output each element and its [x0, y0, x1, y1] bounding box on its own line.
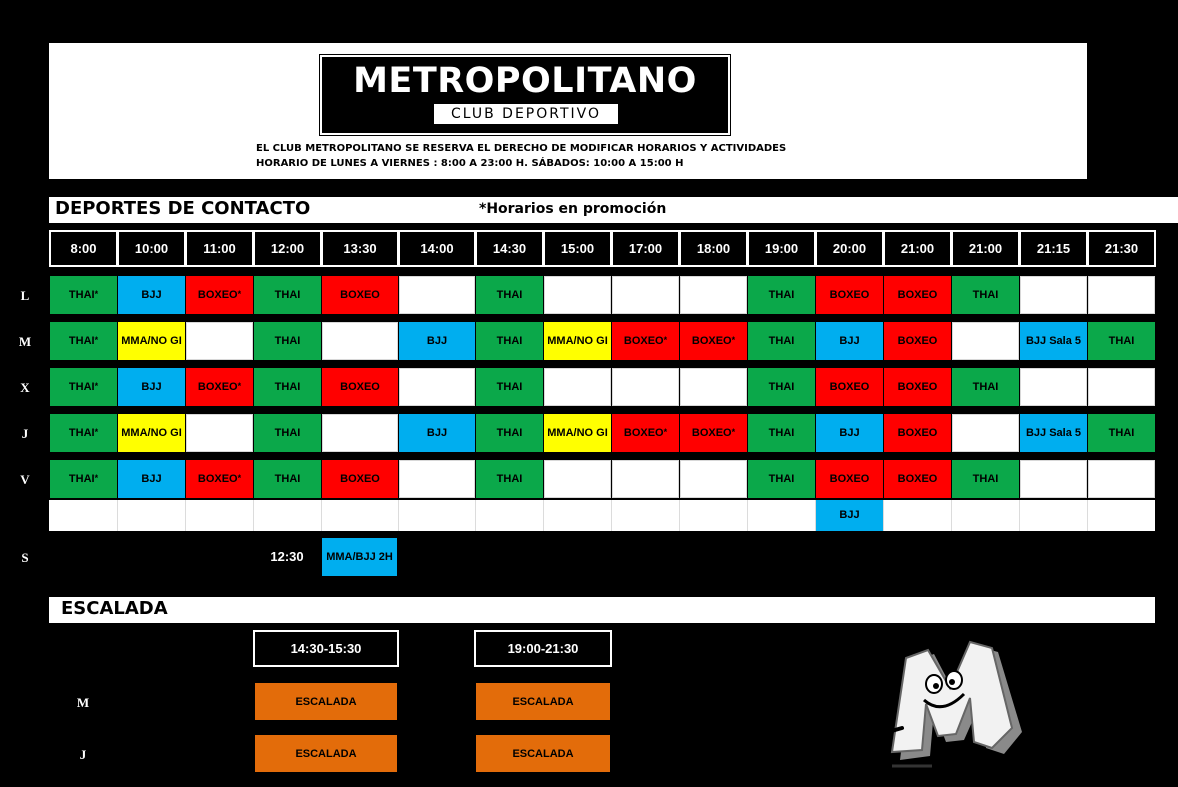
time-header: 14:30 — [475, 230, 544, 267]
schedule-cell-thai — [748, 414, 815, 452]
class-label: BJJ — [426, 334, 448, 347]
time-header: 17:00 — [611, 230, 680, 267]
saturday-time: 12:30 — [270, 549, 304, 564]
band-divider — [475, 500, 476, 531]
schedule-cell-thai — [254, 322, 321, 360]
schedule-cell-boxeo — [884, 322, 951, 360]
logo-subtitle: CLUB DEPORTIVO — [434, 104, 618, 124]
band-divider — [1087, 500, 1088, 531]
class-label: THAI — [496, 472, 523, 485]
schedule-cell-thai: THAI * — [50, 322, 117, 360]
escalada-time-1: 14:30-15:30 — [253, 630, 399, 667]
class-label: BJJ — [141, 472, 162, 485]
class-label: BOXEO — [340, 380, 380, 393]
class-label: BOXEO — [829, 288, 870, 301]
escalada-section-bar — [49, 597, 1155, 623]
class-label: BJJ — [426, 426, 448, 439]
schedule-cell-thai — [1088, 414, 1155, 452]
class-label: THAI — [274, 288, 301, 301]
saturday-class: MMA/BJJ 2H — [322, 538, 397, 576]
time-header: 14:00 — [398, 230, 476, 267]
class-label: THAI — [1108, 334, 1135, 347]
promo-note: *Horarios en promoción — [479, 201, 667, 217]
band-divider — [185, 500, 186, 531]
time-header: 15:00 — [543, 230, 612, 267]
schedule-cell-thai — [254, 276, 321, 314]
band-divider — [679, 500, 680, 531]
schedule-cell-empty — [612, 276, 679, 314]
schedule-cell-mma — [118, 322, 185, 360]
band-divider — [253, 500, 254, 531]
saturday-band — [49, 500, 1155, 531]
time-header: 21:00 — [951, 230, 1020, 267]
schedule-cell-thai — [952, 368, 1019, 406]
schedule-cell-thai — [748, 322, 815, 360]
schedule-cell-empty — [399, 276, 475, 314]
schedule-cell-boxeo — [322, 460, 398, 498]
class-label: THAI — [496, 288, 523, 301]
schedule-cell-boxeo — [322, 368, 398, 406]
schedule-cell-bjj — [399, 322, 475, 360]
class-label: THAI — [274, 380, 301, 393]
escalada-class: ESCALADA — [255, 735, 397, 772]
logo-title: METROPOLITANO — [353, 61, 697, 101]
day-label: L — [20, 288, 30, 303]
schedule-cell-empty — [1020, 276, 1087, 314]
class-label: BOXEO — [340, 472, 380, 485]
class-label: BOXEO — [197, 380, 238, 393]
schedule-cell-bjj — [816, 414, 883, 452]
class-label: THAI — [274, 334, 301, 347]
schedule-cell-empty — [952, 322, 1019, 360]
class-label: THAI — [768, 334, 795, 347]
schedule-cell-empty — [680, 460, 747, 498]
schedule-cell-thai — [254, 414, 321, 452]
schedule-cell-boxeo — [816, 460, 883, 498]
schedule-cell-mma — [544, 322, 611, 360]
schedule-cell-boxeo: BOXEO * — [186, 460, 253, 498]
class-label: THAI — [496, 380, 523, 393]
class-label: THAI — [68, 426, 95, 439]
class-label: THAI — [496, 426, 523, 439]
schedule-cell-mma — [118, 414, 185, 452]
class-label: THAI — [768, 426, 795, 439]
class-label: MMA/NO GI — [121, 334, 182, 347]
notice-line-1: EL CLUB METROPOLITANO SE RESERVA EL DERECHO DE MODIFICAR HORARIOS Y ACTIVIDADES — [256, 143, 787, 154]
schedule-cell-empty — [322, 322, 398, 360]
schedule-cell-bjj — [1020, 414, 1087, 452]
schedule-cell-boxeo: BOXEO * — [612, 322, 679, 360]
time-header: 8:00 — [49, 230, 118, 267]
class-label: THAI — [274, 426, 301, 439]
schedule-cell-boxeo: BOXEO * — [612, 414, 679, 452]
metropolitano-m-mascot-icon — [872, 632, 1032, 772]
schedule-cell-empty — [1088, 368, 1155, 406]
schedule-cell-bjj — [399, 414, 475, 452]
time-header: 11:00 — [185, 230, 254, 267]
class-label: THAI — [496, 334, 523, 347]
schedule-cell-empty — [1020, 460, 1087, 498]
time-header: 19:00 — [747, 230, 816, 267]
class-label: BOXEO — [197, 288, 238, 301]
escalada-section-title: ESCALADA — [61, 598, 168, 619]
class-label: THAI — [972, 472, 999, 485]
class-label: BOXEO — [897, 426, 938, 439]
escalada-class: ESCALADA — [476, 683, 610, 720]
class-label: BJJ — [839, 334, 860, 347]
schedule-cell-thai: THAI * — [50, 368, 117, 406]
escalada-time-2: 19:00-21:30 — [474, 630, 612, 667]
class-label: MMA/NO GI — [121, 426, 182, 439]
class-label: BOXEO — [829, 472, 870, 485]
schedule-cell-thai — [476, 322, 543, 360]
class-label: BOXEO — [897, 288, 938, 301]
band-divider — [398, 500, 399, 531]
schedule-cell-boxeo — [816, 276, 883, 314]
schedule-cell-empty — [680, 368, 747, 406]
schedule-cell-bjj — [118, 276, 185, 314]
class-label: THAI — [972, 288, 999, 301]
class-label: THAI — [274, 472, 301, 485]
schedule-cell-boxeo: BOXEO * — [680, 414, 747, 452]
class-label: BOXEO — [197, 472, 238, 485]
schedule-cell-thai — [476, 414, 543, 452]
band-divider — [611, 500, 612, 531]
schedule-cell-bjj — [118, 368, 185, 406]
schedule-cell-thai — [748, 460, 815, 498]
class-label: MMA/NO GI — [547, 426, 608, 439]
contact-section-title: DEPORTES DE CONTACTO — [55, 198, 311, 219]
class-label: BOXEO — [897, 472, 938, 485]
schedule-cell-empty — [544, 460, 611, 498]
schedule-cell-empty — [186, 322, 253, 360]
schedule-cell-empty — [612, 368, 679, 406]
schedule-cell-thai — [254, 460, 321, 498]
class-label: THAI — [768, 472, 795, 485]
schedule-cell-empty — [1088, 460, 1155, 498]
time-header: 20:00 — [815, 230, 884, 267]
class-label: BOXEO — [340, 288, 380, 301]
schedule-cell-thai — [748, 368, 815, 406]
time-header: 12:00 — [253, 230, 322, 267]
schedule-cell-boxeo — [322, 276, 398, 314]
class-label: BOXEO — [691, 334, 732, 347]
day-label: V — [20, 472, 30, 487]
class-label: THAI — [1108, 426, 1135, 439]
schedule-cell-thai — [476, 460, 543, 498]
schedule-cell-empty — [680, 276, 747, 314]
class-label: THAI — [68, 472, 95, 485]
class-label: BOXEO — [897, 334, 938, 347]
schedule-cell-empty — [399, 460, 475, 498]
schedule-cell-boxeo: BOXEO * — [680, 322, 747, 360]
schedule-cell-empty — [1088, 276, 1155, 314]
band-divider — [117, 500, 118, 531]
schedule-cell-empty — [186, 414, 253, 452]
schedule-cell-empty — [952, 414, 1019, 452]
day-label: X — [20, 380, 30, 395]
schedule-cell-thai: THAI * — [50, 276, 117, 314]
schedule-cell-thai — [748, 276, 815, 314]
band-divider — [747, 500, 748, 531]
band-divider — [543, 500, 544, 531]
class-label: BJJ — [141, 288, 162, 301]
class-label: BOXEO — [897, 380, 938, 393]
class-label: BOXEO — [623, 334, 664, 347]
schedule-cell-thai: THAI * — [50, 460, 117, 498]
class-label: MMA/NO GI — [547, 334, 608, 347]
time-header: 21:30 — [1087, 230, 1156, 267]
schedule-cell-empty — [1020, 368, 1087, 406]
class-label: BJJ Sala 5 — [1025, 426, 1082, 439]
schedule-cell-boxeo — [884, 368, 951, 406]
schedule-cell-thai — [952, 276, 1019, 314]
schedule-cell-thai — [952, 460, 1019, 498]
band-divider — [321, 500, 322, 531]
schedule-cell-boxeo — [884, 414, 951, 452]
schedule-cell-empty — [544, 276, 611, 314]
schedule-cell-bjj — [816, 322, 883, 360]
day-label: M — [18, 334, 32, 349]
schedule-cell-boxeo: BOXEO * — [186, 368, 253, 406]
day-label: J — [21, 426, 29, 441]
notice-line-2: HORARIO DE LUNES A VIERNES : 8:00 A 23:00 H. SÁBADOS: 10:00 A 15:00 H — [256, 158, 684, 169]
band-divider — [883, 500, 884, 531]
class-label: THAI — [768, 380, 795, 393]
time-header: 21:15 — [1019, 230, 1088, 267]
band-divider — [1019, 500, 1020, 531]
class-label: BOXEO — [691, 426, 732, 439]
schedule-cell-thai: THAI * — [50, 414, 117, 452]
time-header: 10:00 — [117, 230, 186, 267]
schedule-cell-boxeo: BOXEO * — [186, 276, 253, 314]
class-label: BJJ — [839, 426, 860, 439]
class-label: BOXEO — [829, 380, 870, 393]
schedule-cell-empty — [544, 368, 611, 406]
class-label: THAI — [68, 334, 95, 347]
schedule-cell-bjj — [1020, 322, 1087, 360]
schedule-cell-thai — [254, 368, 321, 406]
escalada-day-label-m: M — [76, 695, 90, 710]
class-label: BJJ — [141, 380, 162, 393]
time-header: 13:30 — [321, 230, 399, 267]
class-label: THAI — [768, 288, 795, 301]
schedule-cell-boxeo — [884, 460, 951, 498]
contact-section-bar — [49, 197, 1178, 223]
friday-extra-class: BJJ — [816, 500, 883, 531]
time-header: 21:00 — [883, 230, 952, 267]
schedule-cell-thai — [476, 368, 543, 406]
class-label: BOXEO — [623, 426, 664, 439]
schedule-cell-boxeo — [884, 276, 951, 314]
class-label: THAI — [68, 380, 95, 393]
class-label: THAI — [68, 288, 95, 301]
class-label: BJJ Sala 5 — [1025, 334, 1082, 347]
escalada-day-label-j: J — [79, 747, 87, 762]
schedule-cell-bjj — [118, 460, 185, 498]
schedule-cell-empty — [612, 460, 679, 498]
club-logo — [320, 55, 730, 135]
schedule-cell-boxeo — [816, 368, 883, 406]
schedule-cell-empty — [399, 368, 475, 406]
schedule-cell-mma — [544, 414, 611, 452]
schedule-cell-thai — [1088, 322, 1155, 360]
time-header: 18:00 — [679, 230, 748, 267]
escalada-class: ESCALADA — [255, 683, 397, 720]
band-divider — [951, 500, 952, 531]
class-label: THAI — [972, 380, 999, 393]
day-label-saturday: S — [21, 550, 29, 565]
schedule-cell-thai — [476, 276, 543, 314]
schedule-cell-empty — [322, 414, 398, 452]
escalada-class: ESCALADA — [476, 735, 610, 772]
